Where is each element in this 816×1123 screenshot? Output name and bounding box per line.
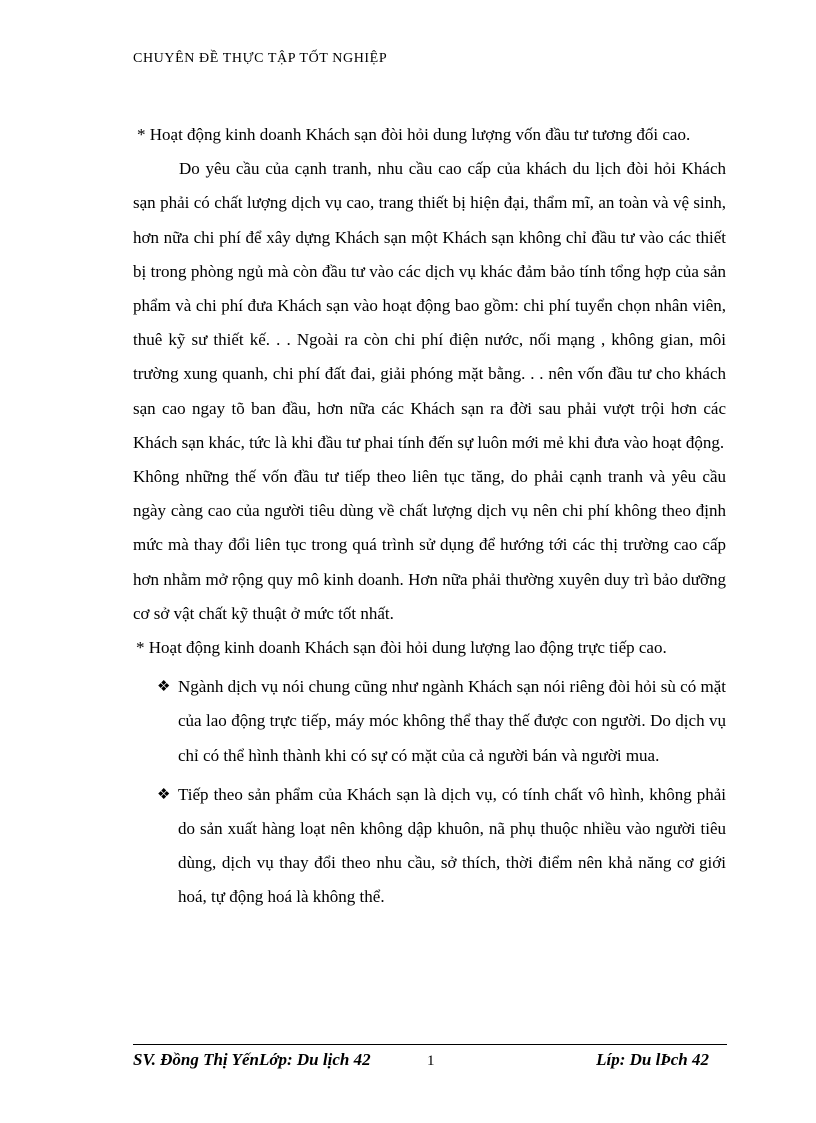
section-heading-labor: * Hoạt động kinh doanh Khách sạn đòi hỏi dung lượng lao động trực tiếp cao. [136,638,667,658]
section-heading-capital: * Hoạt động kinh doanh Khách sạn đòi hỏi dung lượng vốn đầu tư tương đối cao. [137,125,691,144]
bullet-text: Tiếp theo sản phẩm của Khách sạn là dịch vụ, có tính chất vô hình, không phải do sản xuất hàng loạt nên không dập khuôn, nã phụ thuộc nhiều vào người tiêu dùng, dịch vụ thay đổi theo nhu cầu, sở thích, thời điểm nên khả năng cơ giới hoá, tự động hoá là không thể. [178,784,726,907]
document-body [133,118,726,915]
footer-divider [133,1044,727,1045]
page-footer [133,1050,727,1080]
page-header-title: CHUYÊN ĐỀ THỰC TẬP TỐT NGHIỆP [133,51,388,66]
paragraph-capital-costs: Do yêu cầu của cạnh tranh, nhu cầu cao cấp của khách du lịch đòi hỏi Khách sạn phải có chất lượng dịch vụ cao, trang thiết bị hiện đại, thẩm mĩ, an toàn và vệ sinh, hơn nữa chi phí để xây dựng Khách sạn một Khách sạn không chỉ đầu tư vào các thiết bị trong phòng ngủ mà còn đầu tư vào các dịch vụ khác đảm bảo tính tổng hợp của sản phẩm và chi phí đưa Khách sạn vào hoạt động bao gồm: chi phí tuyển chọn nhân viên, thuê kỹ sư thiết kế. . . Ngoài ra còn chi phí điện nước, nối mạng , không gian, môi trường xung quanh, chi phí đất đai, giải phóng mặt bằng. . . nên vốn đầu tư cho khách sạn cao ngay tõ ban đầu, hơn nữa các Khách sạn ra đời sau phải vượt trội hơn các Khách sạn khác, tức là khi đầu tư phai tính đến sự luôn mới mẻ khi đưa vào hoạt động. [133,159,726,452]
footer-class-info: Líp: Du lÞch 42 [596,1050,709,1069]
page-number: 1 [427,1053,435,1069]
diamond-bullet-icon: ❖ [157,786,171,803]
bullet-item-direct-labor [133,670,726,773]
footer-student-info: SV. Đồng Thị YếnLớp: Du lịch 42 [133,1050,371,1069]
diamond-bullet-icon: ❖ [157,679,171,696]
bullet-text: Ngành dịch vụ nói chung cũng như ngành Khách sạn nói riêng đòi hỏi sù có mặt của lao động trực tiếp, máy móc không thể thay thế được con người. Do dịch vụ chỉ có thể hình thành khi có sự có mặt của cả người bán và người mua. [178,677,726,765]
bullet-item-intangible-service [133,778,726,915]
paragraph-ongoing-investment: Không những thế vốn đầu tư tiếp theo liên tục tăng, do phải cạnh tranh và yêu cầu ngày càng cao của người tiêu dùng về chất lượng dịch vụ nên chi phí không theo định mức mà thay đổi liên tục trong quá trình sử dụng để hướng tới các thị trường cao cấp hơn nhằm mở rộng quy mô kinh doanh. Hơn nữa phải thường xuyên duy trì bảo dưỡng cơ sở vật chất kỹ thuật ở mức tốt nhất. [133,467,726,623]
